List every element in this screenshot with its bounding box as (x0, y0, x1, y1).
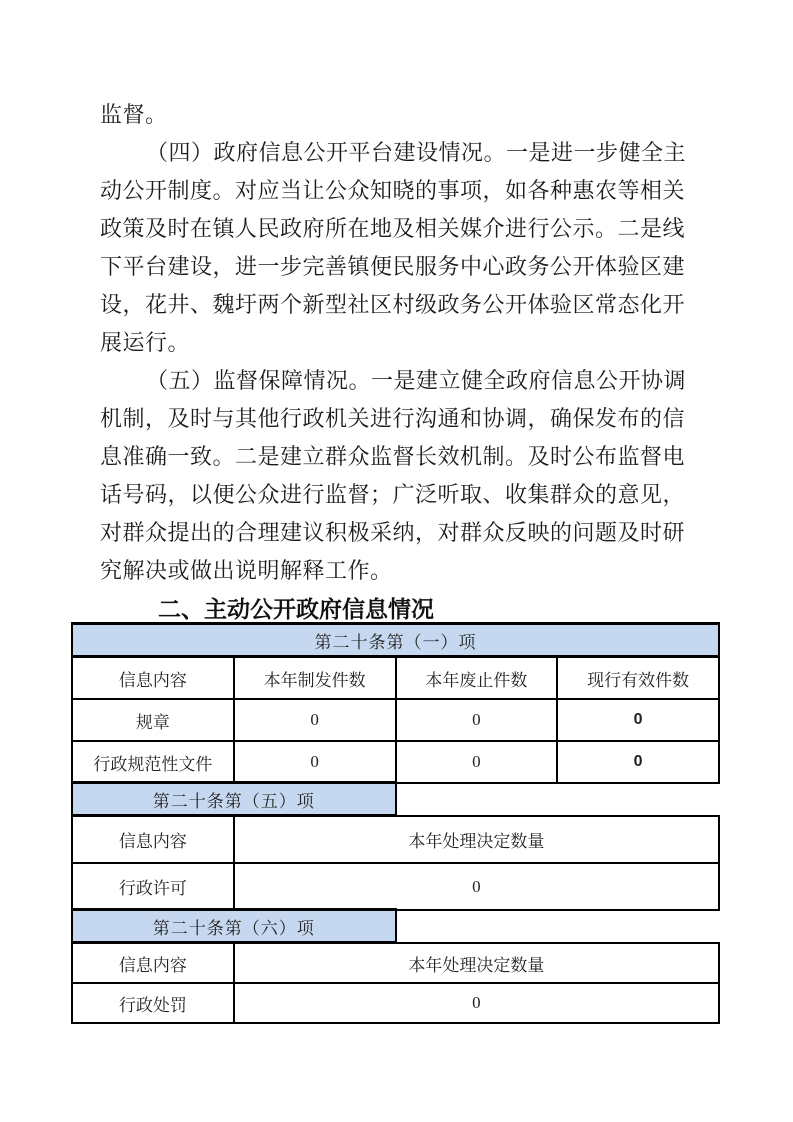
column-header-cell: 信息内容 (72, 943, 234, 984)
value-cell: 0 (234, 699, 396, 741)
report-table-1 (71, 781, 720, 911)
value-cell: 0 (396, 699, 558, 741)
table-section-title-row (72, 624, 719, 657)
text-line-p1-l0: （五）监督保障情况。一是建立健全政府信息公开协调 (146, 368, 687, 393)
section-heading: 二、主动公开政府信息情况 (158, 596, 434, 622)
text-line-p1-l3: 话号码，以便公众进行监督；广泛听取、收集群众的意见， (100, 482, 686, 507)
column-header-cell: 本年制发件数 (234, 657, 396, 700)
table-data-row (72, 863, 719, 910)
row-label-cell: 行政规范性文件 (72, 741, 234, 783)
row-label-cell: 行政许可 (72, 863, 234, 910)
report-table-0 (71, 622, 720, 784)
text-line-p0-l4: 设，花井、魏圩两个新型社区村级政务公开体验区常态化开 (100, 292, 686, 317)
text-line-p1-l1: 机制，及时与其他行政机关进行沟通和协调，确保发布的信 (100, 406, 686, 431)
table-header-row (72, 943, 719, 984)
column-header-cell: 本年处理决定数量 (234, 943, 719, 984)
column-header-cell: 现行有效件数 (557, 657, 719, 700)
table-data-row (72, 983, 719, 1023)
table-section-title: 第二十条第（五）项 (72, 783, 396, 816)
text-line-p1-l5: 究解决或做出说明解释工作。 (100, 558, 393, 583)
report-table-2 (71, 908, 720, 1024)
value-cell: 0 (234, 741, 396, 783)
column-header-cell: 信息内容 (72, 816, 234, 864)
text-line-paragraph-tail: 监督。 (100, 102, 168, 127)
row-label-cell: 行政处罚 (72, 983, 234, 1023)
table-section-title-row (72, 783, 719, 816)
table-header-row (72, 816, 719, 864)
table-data-row (72, 741, 719, 783)
text-line-p0-l0: （四）政府信息公开平台建设情况。一是进一步健全主 (146, 140, 687, 165)
table-data-row (72, 699, 719, 741)
text-line-p0-l5: 展运行。 (100, 330, 191, 355)
body-text-block (100, 96, 685, 622)
row-label-cell: 规章 (72, 699, 234, 741)
table-section-title-row (72, 910, 719, 943)
value-cell: 0 (557, 699, 719, 741)
value-cell: 0 (396, 741, 558, 783)
text-line-p0-l1: 动公开制度。对应当让公众知晓的事项，如各种惠农等相关 (100, 178, 686, 203)
table-section-title: 第二十条第（六）项 (72, 910, 396, 943)
text-line-p1-l2: 息准确一致。二是建立群众监督长效机制。及时公布监督电 (100, 444, 686, 469)
value-cell: 0 (234, 983, 719, 1023)
statistics-tables-block (71, 622, 720, 1024)
table-header-row (72, 657, 719, 700)
column-header-cell: 本年处理决定数量 (234, 816, 719, 864)
table-section-title: 第二十条第（一）项 (72, 624, 719, 657)
column-header-cell: 信息内容 (72, 657, 234, 700)
value-cell: 0 (557, 741, 719, 783)
value-cell: 0 (234, 863, 719, 910)
text-line-p1-l4: 对群众提出的合理建议积极采纳，对群众反映的问题及时研 (100, 520, 686, 545)
text-line-p0-l3: 下平台建设，进一步完善镇便民服务中心政务公开体验区建 (100, 254, 686, 279)
column-header-cell: 本年废止件数 (396, 657, 558, 700)
text-line-p0-l2: 政策及时在镇人民政府所在地及相关媒介进行公示。二是线 (100, 216, 686, 241)
